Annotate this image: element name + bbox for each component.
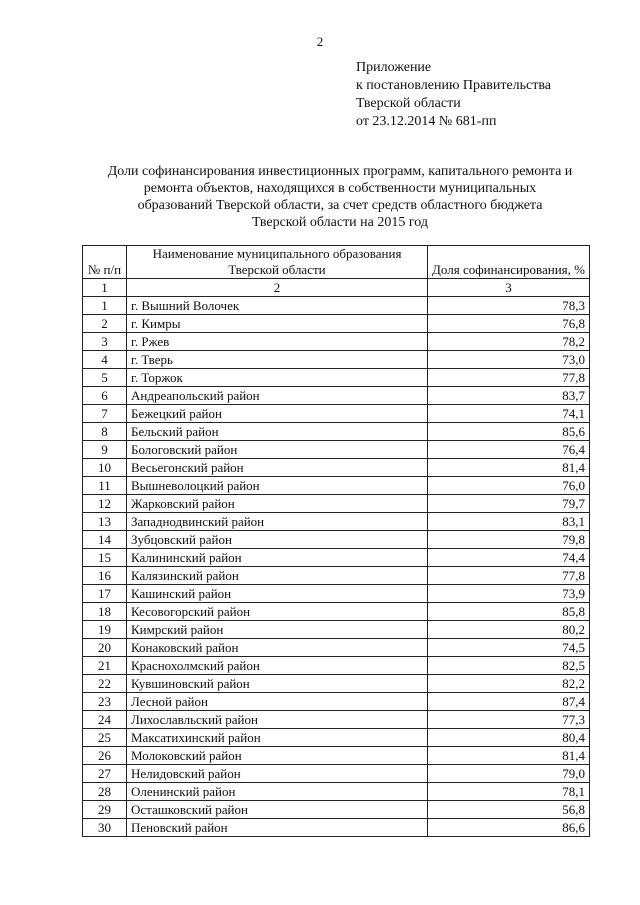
share-value-cell: 80,2 xyxy=(428,621,590,639)
table-row xyxy=(83,333,590,351)
table-body xyxy=(83,297,590,837)
column-number-3: 3 xyxy=(428,279,590,297)
share-value-cell: 77,8 xyxy=(428,369,590,387)
table-row xyxy=(83,639,590,657)
municipality-name-cell: Западнодвинский район xyxy=(127,513,428,531)
table-row xyxy=(83,423,590,441)
row-number-cell: 24 xyxy=(83,711,127,729)
appendix-block xyxy=(356,59,551,131)
share-value-cell: 87,4 xyxy=(428,693,590,711)
row-number-cell: 17 xyxy=(83,585,127,603)
document-title xyxy=(60,163,620,231)
share-value-cell: 74,5 xyxy=(428,639,590,657)
share-value-cell: 81,4 xyxy=(428,459,590,477)
table-row xyxy=(83,711,590,729)
municipality-name-cell: Оленинский район xyxy=(127,783,428,801)
row-number-cell: 26 xyxy=(83,747,127,765)
table-row xyxy=(83,567,590,585)
row-number-cell: 14 xyxy=(83,531,127,549)
share-value-cell: 74,4 xyxy=(428,549,590,567)
row-number-cell: 15 xyxy=(83,549,127,567)
share-value-cell: 79,7 xyxy=(428,495,590,513)
municipality-name-cell: Бологовский район xyxy=(127,441,428,459)
share-value-cell: 86,6 xyxy=(428,819,590,837)
table-row xyxy=(83,315,590,333)
municipality-name-cell: г. Ржев xyxy=(127,333,428,351)
share-value-cell: 83,7 xyxy=(428,387,590,405)
table-row xyxy=(83,369,590,387)
row-number-cell: 11 xyxy=(83,477,127,495)
title-line-3: образований Тверской области, за счет средств областного бюджета xyxy=(137,198,543,213)
title-line-4: Тверской области на 2015 год xyxy=(251,215,428,230)
share-value-cell: 83,1 xyxy=(428,513,590,531)
municipality-name-cell: Осташковский район xyxy=(127,801,428,819)
row-number-cell: 27 xyxy=(83,765,127,783)
municipality-name-cell: Кесовогорский район xyxy=(127,603,428,621)
row-number-cell: 13 xyxy=(83,513,127,531)
share-value-cell: 77,3 xyxy=(428,711,590,729)
municipality-name-cell: Вышневолоцкий район xyxy=(127,477,428,495)
table-row xyxy=(83,819,590,837)
appendix-line-3: Тверской области xyxy=(356,96,461,111)
share-value-cell: 78,1 xyxy=(428,783,590,801)
row-number-cell: 3 xyxy=(83,333,127,351)
appendix-line-1: Приложение xyxy=(356,60,432,75)
row-number-cell: 29 xyxy=(83,801,127,819)
share-value-cell: 85,6 xyxy=(428,423,590,441)
share-value-cell: 73,0 xyxy=(428,351,590,369)
table-row xyxy=(83,621,590,639)
municipality-name-cell: Зубцовский район xyxy=(127,531,428,549)
row-number-cell: 4 xyxy=(83,351,127,369)
row-number-cell: 30 xyxy=(83,819,127,837)
municipality-name-cell: Бежецкий район xyxy=(127,405,428,423)
municipality-name-cell: Краснохолмский район xyxy=(127,657,428,675)
share-value-cell: 73,9 xyxy=(428,585,590,603)
table-row xyxy=(83,585,590,603)
share-value-cell: 78,3 xyxy=(428,297,590,315)
table-row xyxy=(83,801,590,819)
table-row xyxy=(83,675,590,693)
share-value-cell: 74,1 xyxy=(428,405,590,423)
share-value-cell: 82,5 xyxy=(428,657,590,675)
share-value-cell: 82,2 xyxy=(428,675,590,693)
row-number-cell: 19 xyxy=(83,621,127,639)
header-municipality: Наименование муниципального образования Тверской области xyxy=(127,246,428,279)
share-value-cell: 76,0 xyxy=(428,477,590,495)
share-value-cell: 76,4 xyxy=(428,441,590,459)
row-number-cell: 8 xyxy=(83,423,127,441)
header-number: № п/п xyxy=(83,246,127,279)
row-number-cell: 7 xyxy=(83,405,127,423)
column-number-2: 2 xyxy=(127,279,428,297)
appendix-line-2: к постановлению Правительства xyxy=(356,78,552,93)
municipality-name-cell: Кашинский район xyxy=(127,585,428,603)
row-number-cell: 12 xyxy=(83,495,127,513)
row-number-cell: 20 xyxy=(83,639,127,657)
row-number-cell: 28 xyxy=(83,783,127,801)
row-number-cell: 10 xyxy=(83,459,127,477)
municipality-name-cell: г. Торжок xyxy=(127,369,428,387)
share-value-cell: 56,8 xyxy=(428,801,590,819)
table-row xyxy=(83,603,590,621)
table-row xyxy=(83,531,590,549)
table-row xyxy=(83,351,590,369)
table-row xyxy=(83,297,590,315)
municipality-name-cell: Бельский район xyxy=(127,423,428,441)
row-number-cell: 18 xyxy=(83,603,127,621)
table-row xyxy=(83,405,590,423)
table-row xyxy=(83,387,590,405)
table-row xyxy=(83,693,590,711)
row-number-cell: 1 xyxy=(83,297,127,315)
table-row xyxy=(83,765,590,783)
municipality-name-cell: Пеновский район xyxy=(127,819,428,837)
table-row xyxy=(83,747,590,765)
municipality-name-cell: г. Кимры xyxy=(127,315,428,333)
share-value-cell: 81,4 xyxy=(428,747,590,765)
municipality-name-cell: Молоковский район xyxy=(127,747,428,765)
row-number-cell: 25 xyxy=(83,729,127,747)
row-number-cell: 22 xyxy=(83,675,127,693)
table-row xyxy=(83,549,590,567)
column-numbers-row xyxy=(83,279,590,297)
table-row xyxy=(83,783,590,801)
municipality-name-cell: Калининский район xyxy=(127,549,428,567)
cofinancing-table xyxy=(82,245,590,837)
share-value-cell: 78,2 xyxy=(428,333,590,351)
municipality-name-cell: Весьегонский район xyxy=(127,459,428,477)
municipality-name-cell: Калязинский район xyxy=(127,567,428,585)
appendix-line-4: от 23.12.2014 № 681-пп xyxy=(356,114,497,129)
share-value-cell: 80,4 xyxy=(428,729,590,747)
row-number-cell: 9 xyxy=(83,441,127,459)
title-line-2: ремонта объектов, находящихся в собственности муниципальных xyxy=(143,181,537,196)
share-value-cell: 77,8 xyxy=(428,567,590,585)
municipality-name-cell: Конаковский район xyxy=(127,639,428,657)
share-value-cell: 85,8 xyxy=(428,603,590,621)
table-header-row xyxy=(83,246,590,279)
table-row xyxy=(83,441,590,459)
municipality-name-cell: Лихославльский район xyxy=(127,711,428,729)
row-number-cell: 16 xyxy=(83,567,127,585)
row-number-cell: 23 xyxy=(83,693,127,711)
row-number-cell: 6 xyxy=(83,387,127,405)
table-row xyxy=(83,729,590,747)
table-row xyxy=(83,513,590,531)
share-value-cell: 76,8 xyxy=(428,315,590,333)
municipality-name-cell: Кувшиновский район xyxy=(127,675,428,693)
table-row xyxy=(83,477,590,495)
municipality-name-cell: Лесной район xyxy=(127,693,428,711)
municipality-name-cell: Максатихинский район xyxy=(127,729,428,747)
municipality-name-cell: г. Вышний Волочек xyxy=(127,297,428,315)
municipality-name-cell: Андреапольский район xyxy=(127,387,428,405)
table-row xyxy=(83,459,590,477)
row-number-cell: 5 xyxy=(83,369,127,387)
header-share: Доля софинансирования, % xyxy=(428,246,590,279)
municipality-name-cell: Жарковский район xyxy=(127,495,428,513)
row-number-cell: 2 xyxy=(83,315,127,333)
column-number-1: 1 xyxy=(83,279,127,297)
municipality-name-cell: Нелидовский район xyxy=(127,765,428,783)
title-line-1: Доли софинансирования инвестиционных программ, капитального ремонта и xyxy=(107,164,573,179)
table-row xyxy=(83,495,590,513)
municipality-name-cell: г. Тверь xyxy=(127,351,428,369)
row-number-cell: 21 xyxy=(83,657,127,675)
table-row xyxy=(83,657,590,675)
share-value-cell: 79,8 xyxy=(428,531,590,549)
municipality-name-cell: Кимрский район xyxy=(127,621,428,639)
page-number: 2 xyxy=(316,34,324,49)
share-value-cell: 79,0 xyxy=(428,765,590,783)
